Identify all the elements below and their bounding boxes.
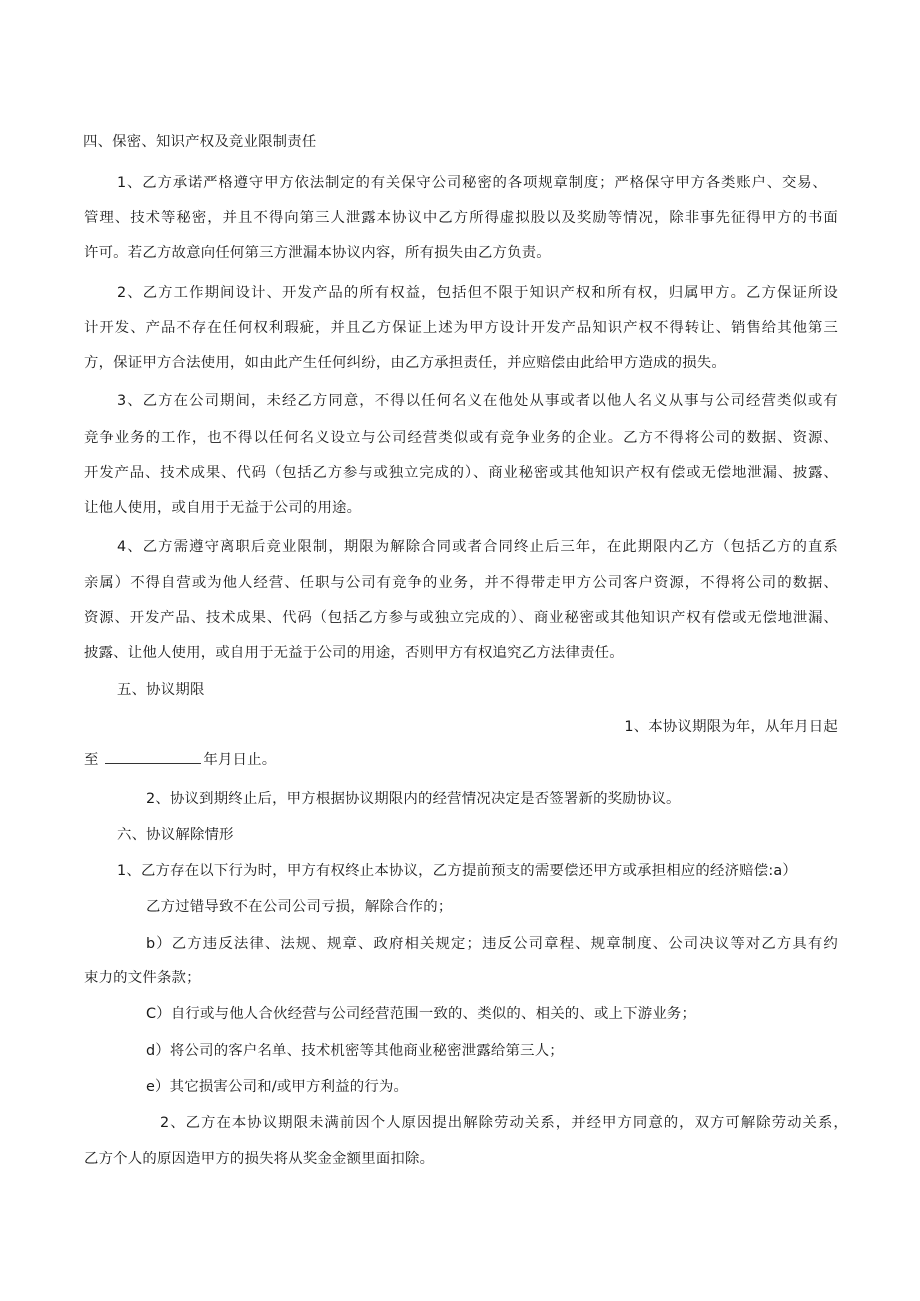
section-4-item-2-line-2: 计开发、产品不存在任何权利瑕疵，并且乙方保证上述为甲方设计开发产品知识产权不得转让、销售给其他第三 [84, 320, 838, 336]
section-4-item-4-line-4: 披露、让他人使用，或自用于无益于公司的用途，否则甲方有权追究乙方法律责任。 [84, 645, 624, 661]
section-4-item-2-line-1: 2、乙方工作期间设计、开发产品的所有权益，包括但不限于知识产权和所有权，归属甲方。乙方保证所设 [117, 285, 838, 301]
section-4-item-1-line-2: 管理、技术等秘密，并且不得向第三人泄露本协议中乙方所得虚拟股以及奖励等情况，除非事先征得甲方的书面 [84, 210, 838, 226]
term-blank-field [105, 751, 201, 764]
section-5-item-2: 2、协议到期终止后，甲方根据协议期限内的经营情况决定是否签署新的奖励协议。 [146, 791, 681, 807]
section-6-item-1-b-line-2: 束力的文件条款； [84, 970, 201, 986]
section-6-item-2-line-2: 乙方个人的原因造甲方的损失将从奖金金额里面扣除。 [84, 1151, 435, 1167]
section-6-item-1-e: e）其它损害公司和/或甲方利益的行为。 [146, 1079, 409, 1095]
section-5-item-1-prefix: 至 [84, 752, 99, 768]
section-6-item-1-c: C）自行或与他人合伙经营与公司经营范围一致的、类似的、相关的、或上下游业务； [146, 1006, 697, 1022]
section-6-item-2-line-1: 2、乙方在本协议期限未满前因个人原因提出解除劳动关系，并经甲方同意的，双方可解除劳动关系， [160, 1115, 848, 1131]
section-4-item-2-line-3: 方，保证甲方合法使用，如由此产生任何纠纷，由乙方承担责任，并应赔偿由此给甲方造成的损失。 [84, 355, 726, 371]
section-6-item-1-b-line-1: b）乙方违反法律、法规、规章、政府相关规定；违反公司章程、规章制度、公司决议等对乙方具有约 [146, 936, 838, 952]
section-6-heading: 六、协议解除情形 [117, 827, 234, 843]
section-4-item-3-line-3: 开发产品、技术成果、代码（包括乙方参与或独立完成的）、商业秘密或其他知识产权有偿或无偿地泄漏、披露、 [84, 465, 838, 481]
section-6-item-1-a: 乙方过错导致不在公司公司亏损，解除合作的； [146, 899, 453, 915]
section-4-item-4-line-3: 资源、开发产品、技术成果、代码（包括乙方参与或独立完成的）、商业秘密或其他知识产权有偿或无偿地泄漏、 [84, 610, 838, 626]
section-5-heading: 五、协议期限 [117, 682, 205, 698]
section-4-item-3-line-1: 3、乙方在公司期间，未经乙方同意，不得以任何名义在他处从事或者以他人名义从事与公司经营类似或有 [117, 393, 838, 409]
section-4-item-4-line-1: 4、乙方需遵守离职后竞业限制，期限为解除合同或者合同终止后三年，在此期限内乙方（包括乙方的直系 [117, 539, 838, 555]
section-5-item-1-line-1: 1、本协议期限为年，从年月日起 [624, 719, 838, 735]
section-5-item-1-suffix: 年月日止。 [203, 752, 277, 768]
section-4-heading: 四、保密、知识产权及竞业限制责任 [83, 134, 317, 150]
section-4-item-1-line-1: 1、乙方承诺严格遵守甲方依法制定的有关保守公司秘密的各项规章制度；严格保守甲方各类账户、交易、 [117, 175, 827, 191]
section-6-item-1-d: d）将公司的客户名单、技术机密等其他商业秘密泄露给第三人； [146, 1043, 564, 1059]
section-4-item-3-line-4: 让他人使用，或自用于无益于公司的用途。 [84, 500, 362, 516]
section-4-item-3-line-2: 竞争业务的工作，也不得以任何名义设立与公司经营类似或有竞争业务的企业。乙方不得将公司的数据、资源、 [84, 430, 838, 446]
section-6-item-1-intro: 1、乙方存在以下行为时，甲方有权终止本协议，乙方提前预支的需要偿还甲方或承担相应的经济赔偿:a） [117, 863, 798, 879]
section-5-item-1-line-2 [84, 750, 276, 770]
section-4-item-1-line-3: 许可。若乙方故意向任何第三方泄漏本协议内容，所有损失由乙方负责。 [84, 245, 551, 261]
section-4-item-4-line-2: 亲属）不得自营或为他人经营、任职与公司有竞争的业务，并不得带走甲方公司客户资源，不得将公司的数据、 [84, 575, 838, 591]
